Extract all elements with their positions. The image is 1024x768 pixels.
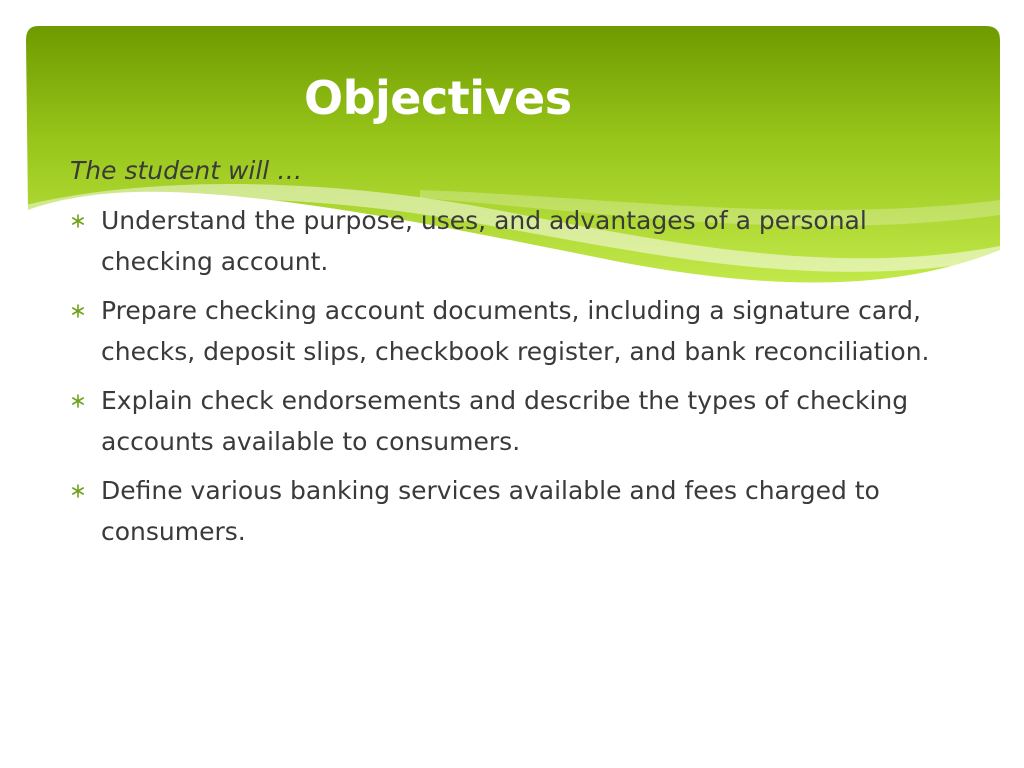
objective-text: Understand the purpose, uses, and advantages of a personal checking account. [101, 206, 867, 276]
asterisk-bullet-icon [70, 393, 86, 409]
objective-item [70, 470, 970, 552]
asterisk-bullet-icon [70, 303, 86, 319]
objective-text: Explain check endorsements and describe the types of checking accounts available to consumers. [101, 386, 909, 456]
objective-item [70, 380, 970, 462]
objectives-list [70, 200, 970, 560]
intro-text: The student will … [70, 156, 303, 185]
objective-text: Prepare checking account documents, including a signature card, checks, deposit slips, checkbook register, and bank reconciliation. [101, 296, 930, 366]
asterisk-bullet-icon [70, 213, 86, 229]
objective-item [70, 290, 970, 372]
slide-title: Objectives [304, 71, 572, 125]
asterisk-bullet-icon [70, 483, 86, 499]
objective-item [70, 200, 970, 282]
objective-text: Define various banking services available and fees charged to consumers. [101, 476, 880, 546]
